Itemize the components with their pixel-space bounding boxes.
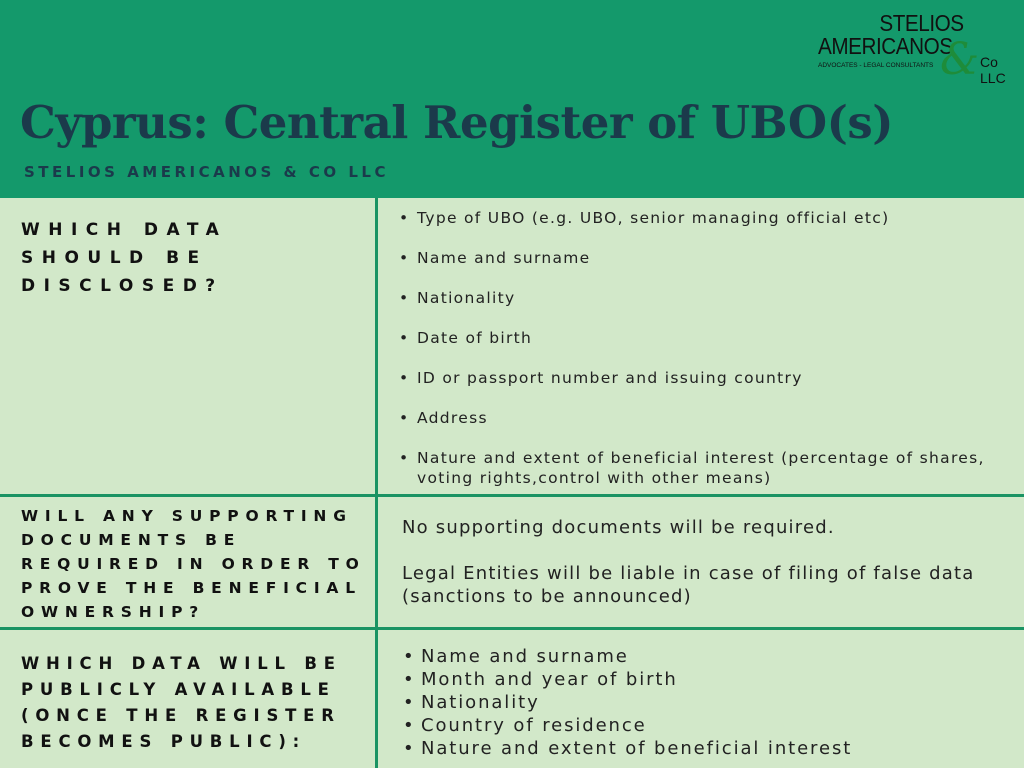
list-item: • ID or passport number and issuing country — [417, 368, 1017, 388]
page-title: Cyprus: Central Register of UBO(s) — [20, 96, 894, 149]
answer-no-documents: No supporting documents will be required. — [402, 517, 835, 538]
list-item: • Type of UBO (e.g. UBO, senior managing official etc) — [417, 208, 1017, 228]
list-item: • Country of residence — [421, 714, 1011, 737]
answer-liability: Legal Entities will be liable in case of filing of false data (sanctions to be announced) — [402, 563, 975, 607]
list-item: • Name and surname — [417, 248, 1017, 268]
question-supporting-documents: WILL ANY SUPPORTING DOCUMENTS BE REQUIRED IN ORDER TO PROVE THE BENEFICIAL OWNERSHIP? — [21, 507, 366, 621]
list-item: • Nature and extent of beneficial interest (percentage of shares, voting rights,control with other means) — [417, 448, 1017, 488]
question-disclosed-data: WHICH DATA SHOULD BE DISCLOSED? — [21, 220, 228, 296]
list-item: • Name and surname — [421, 645, 1011, 668]
public-data-list — [421, 645, 1011, 760]
logo-suffix: Co LLC — [980, 54, 1006, 86]
list-item: • Month and year of birth — [421, 668, 1011, 691]
list-item: • Nationality — [421, 691, 1011, 714]
column-divider — [375, 198, 378, 768]
logo-line1: STELIOS — [879, 10, 964, 36]
company-logo — [812, 8, 1017, 86]
list-item: • Nature and extent of beneficial interest — [421, 737, 1011, 760]
row-divider-2 — [0, 627, 1024, 630]
list-item: • Nationality — [417, 288, 1017, 308]
logo-tagline: ADVOCATES - LEGAL CONSULTANTS — [818, 62, 934, 69]
page-subtitle: STELIOS AMERICANOS & CO LLC — [24, 163, 389, 181]
list-item: • Address — [417, 408, 1017, 428]
logo-line2: AMERICANOS — [818, 33, 953, 59]
logo-ampersand: & — [940, 34, 980, 85]
list-item: • Date of birth — [417, 328, 1017, 348]
question-public-data: WHICH DATA WILL BE PUBLICLY AVAILABLE (ONCE THE REGISTER BECOMES PUBLIC): — [21, 654, 342, 751]
header-banner — [0, 0, 1024, 198]
disclosed-data-list — [417, 208, 1017, 508]
